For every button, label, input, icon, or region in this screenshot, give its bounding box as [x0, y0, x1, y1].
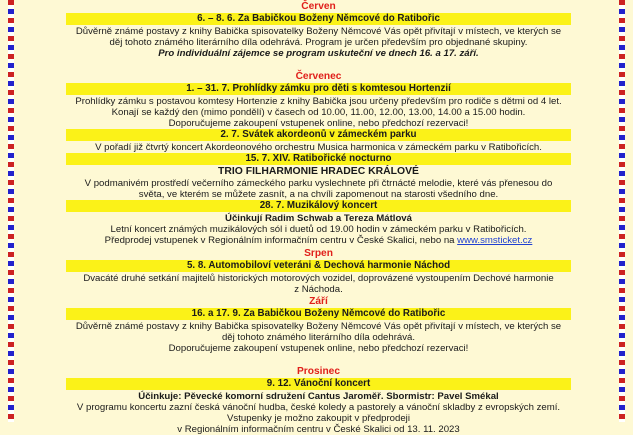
section-july [66, 71, 571, 247]
event-description [66, 235, 571, 246]
decorative-border-right [619, 0, 625, 422]
event-performer: Účinkuje: Pěvecké komorní sdružení Cantus Jaroměř. Sbormistr: Pavel Smékal [138, 390, 499, 402]
section-august [66, 248, 571, 295]
event-title-bar: 5. 8. Automobiloví veteráni & Dechová harmonie Náchod [66, 260, 571, 272]
event-description: Dvacáté druhé setkání majitelů historických motorových vozidel, doprovázené vystoupením Dechové harmonie [83, 272, 554, 284]
month-heading: Červen [301, 1, 336, 12]
smsticket-link[interactable]: www.smsticket.cz [457, 235, 533, 247]
section-december [66, 366, 571, 435]
event-description: Vstupenky je možno zakoupit v předprodeji [227, 413, 410, 425]
event-title-bar: 6. – 8. 6. Za Babičkou Boženy Němcové do Ratibořic [66, 13, 571, 25]
event-description: Doporučujeme zakoupení vstupenek online, nebo předchozí rezervaci! [168, 343, 469, 355]
event-description: Letní koncert známých muzikálových sól i duetů od 19.00 hodin v zámeckém parku v Ratibořicích. [110, 224, 527, 236]
event-title-bar: 9. 12. Vánoční koncert [66, 378, 571, 390]
event-description: Konají se každý den (mimo pondělí) v časech od 10.00, 11.00, 12.00, 13.00, 14.00 a 15.00 hodin. [111, 106, 526, 118]
event-performer: Účinkují Radim Schwab a Tereza Mátlová [225, 213, 412, 225]
event-performer: TRIO FILHARMONIE HRADEC KRÁLOVÉ [218, 166, 419, 178]
event-description: světa, ve kterém se můžete zasnít, a na chvíli zapomenout na starosti všedního dne. [138, 188, 499, 200]
events-calendar [66, 0, 571, 435]
event-title-bar: 2. 7. Svátek akordeonů v zámeckém parku [66, 129, 571, 141]
event-description: z Náchoda. [294, 283, 343, 295]
event-title-bar: 16. a 17. 9. Za Babičkou Boženy Němcové do Ratibořic [66, 308, 571, 320]
event-description: v Regionálním informačním centru v České Skalici od 13. 11. 2023 [177, 424, 460, 435]
event-note: Pro individuální zájemce se program uskuteční ve dnech 16. a 17. září. [158, 48, 479, 60]
section-spacer [66, 60, 571, 70]
event-title-bar: 1. – 31. 7. Prohlídky zámku pro děti s komtesou Hortenzií [66, 83, 571, 95]
event-description: děj tohoto známého literárního díla odehrává. Program je určen především pro objednané skupiny. [109, 37, 528, 49]
month-heading: Srpen [304, 247, 333, 259]
month-heading: Červenec [295, 70, 342, 82]
presale-text: Předprodej vstupenek v Regionálním informačním centru v České Skalici, nebo na [104, 235, 458, 247]
event-description: V podmanivém prostředí večerního zámeckého parku vyslechnete při čtrnácté melodie, které vás přenesou do [84, 177, 553, 189]
event-description: Doporučujeme zakoupení vstupenek online, nebo předchozí rezervaci! [168, 118, 469, 130]
event-description: V programu koncertu zazní česká vánoční hudba, české koledy a pastorely a vánoční skladby z evropských zemí. [76, 401, 561, 413]
month-heading: Září [309, 296, 328, 308]
event-description: Důvěrně známé postavy z knihy Babička spisovatelky Boženy Němcové Vás opět přivítají v místech, ve kterých se [75, 321, 562, 333]
event-description: děj tohoto známého literárního díla odehrává. [221, 332, 416, 344]
event-description: Prohlídky zámku s postavou komtesy Hortenzie z knihy Babička jsou určeny především pro rodiče s dětmi od 4 let. [75, 95, 562, 107]
section-spacer [66, 355, 571, 365]
month-heading: Prosinec [296, 365, 341, 377]
event-title-bar: 28. 7. Muzikálový koncert [66, 200, 571, 212]
event-description: V pořadí již čtvrtý koncert Akordeonového orchestru Musica harmonica v zámeckém parku v Ratibořicích. [95, 142, 542, 154]
section-june [66, 1, 571, 60]
event-description: Důvěrně známé postavy z knihy Babička spisovatelky Boženy Němcové Vás opět přivítají v místech, ve kterých se [75, 26, 562, 37]
section-september [66, 296, 571, 355]
decorative-border-left [8, 0, 14, 422]
event-title-bar: 15. 7. XIV. Ratibořické nocturno [66, 153, 571, 165]
